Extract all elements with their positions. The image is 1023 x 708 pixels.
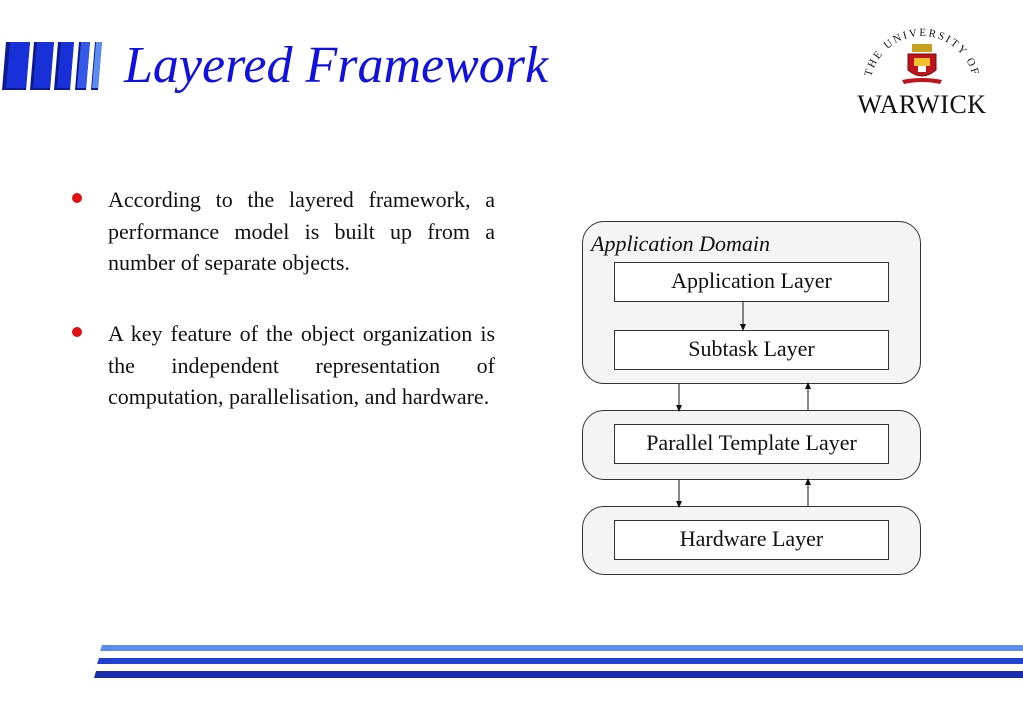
application-domain-label: Application Domain [591,231,771,256]
bullet-dot [72,193,82,203]
university-logo [848,18,996,128]
bullet-text: According to the layered framework, a performance model is built up from a number of separate objects. [108,187,495,275]
bullet-item-2 [72,318,496,448]
parallel-template-layer-box: Parallel Template Layer [614,424,889,464]
slide-title: Layered Framework [124,37,549,94]
logo-arc-text: THE UNIVERSITY OF [862,26,982,78]
title-bars-graphic [0,38,112,94]
application-layer-box: Application Layer [614,262,889,302]
subtask-layer-box: Subtask Layer [614,330,889,370]
bullet-dot [72,327,82,337]
logo-crest [848,18,996,98]
logo-wordmark: WARWICK [857,90,987,119]
bottom-stripes [0,640,1023,685]
bullet-text: A key feature of the object organization is the independent representation of computation, parallelisation, and hardware. [108,321,495,409]
hardware-layer-box: Hardware Layer [614,520,889,560]
bullet-item-1 [72,184,496,284]
